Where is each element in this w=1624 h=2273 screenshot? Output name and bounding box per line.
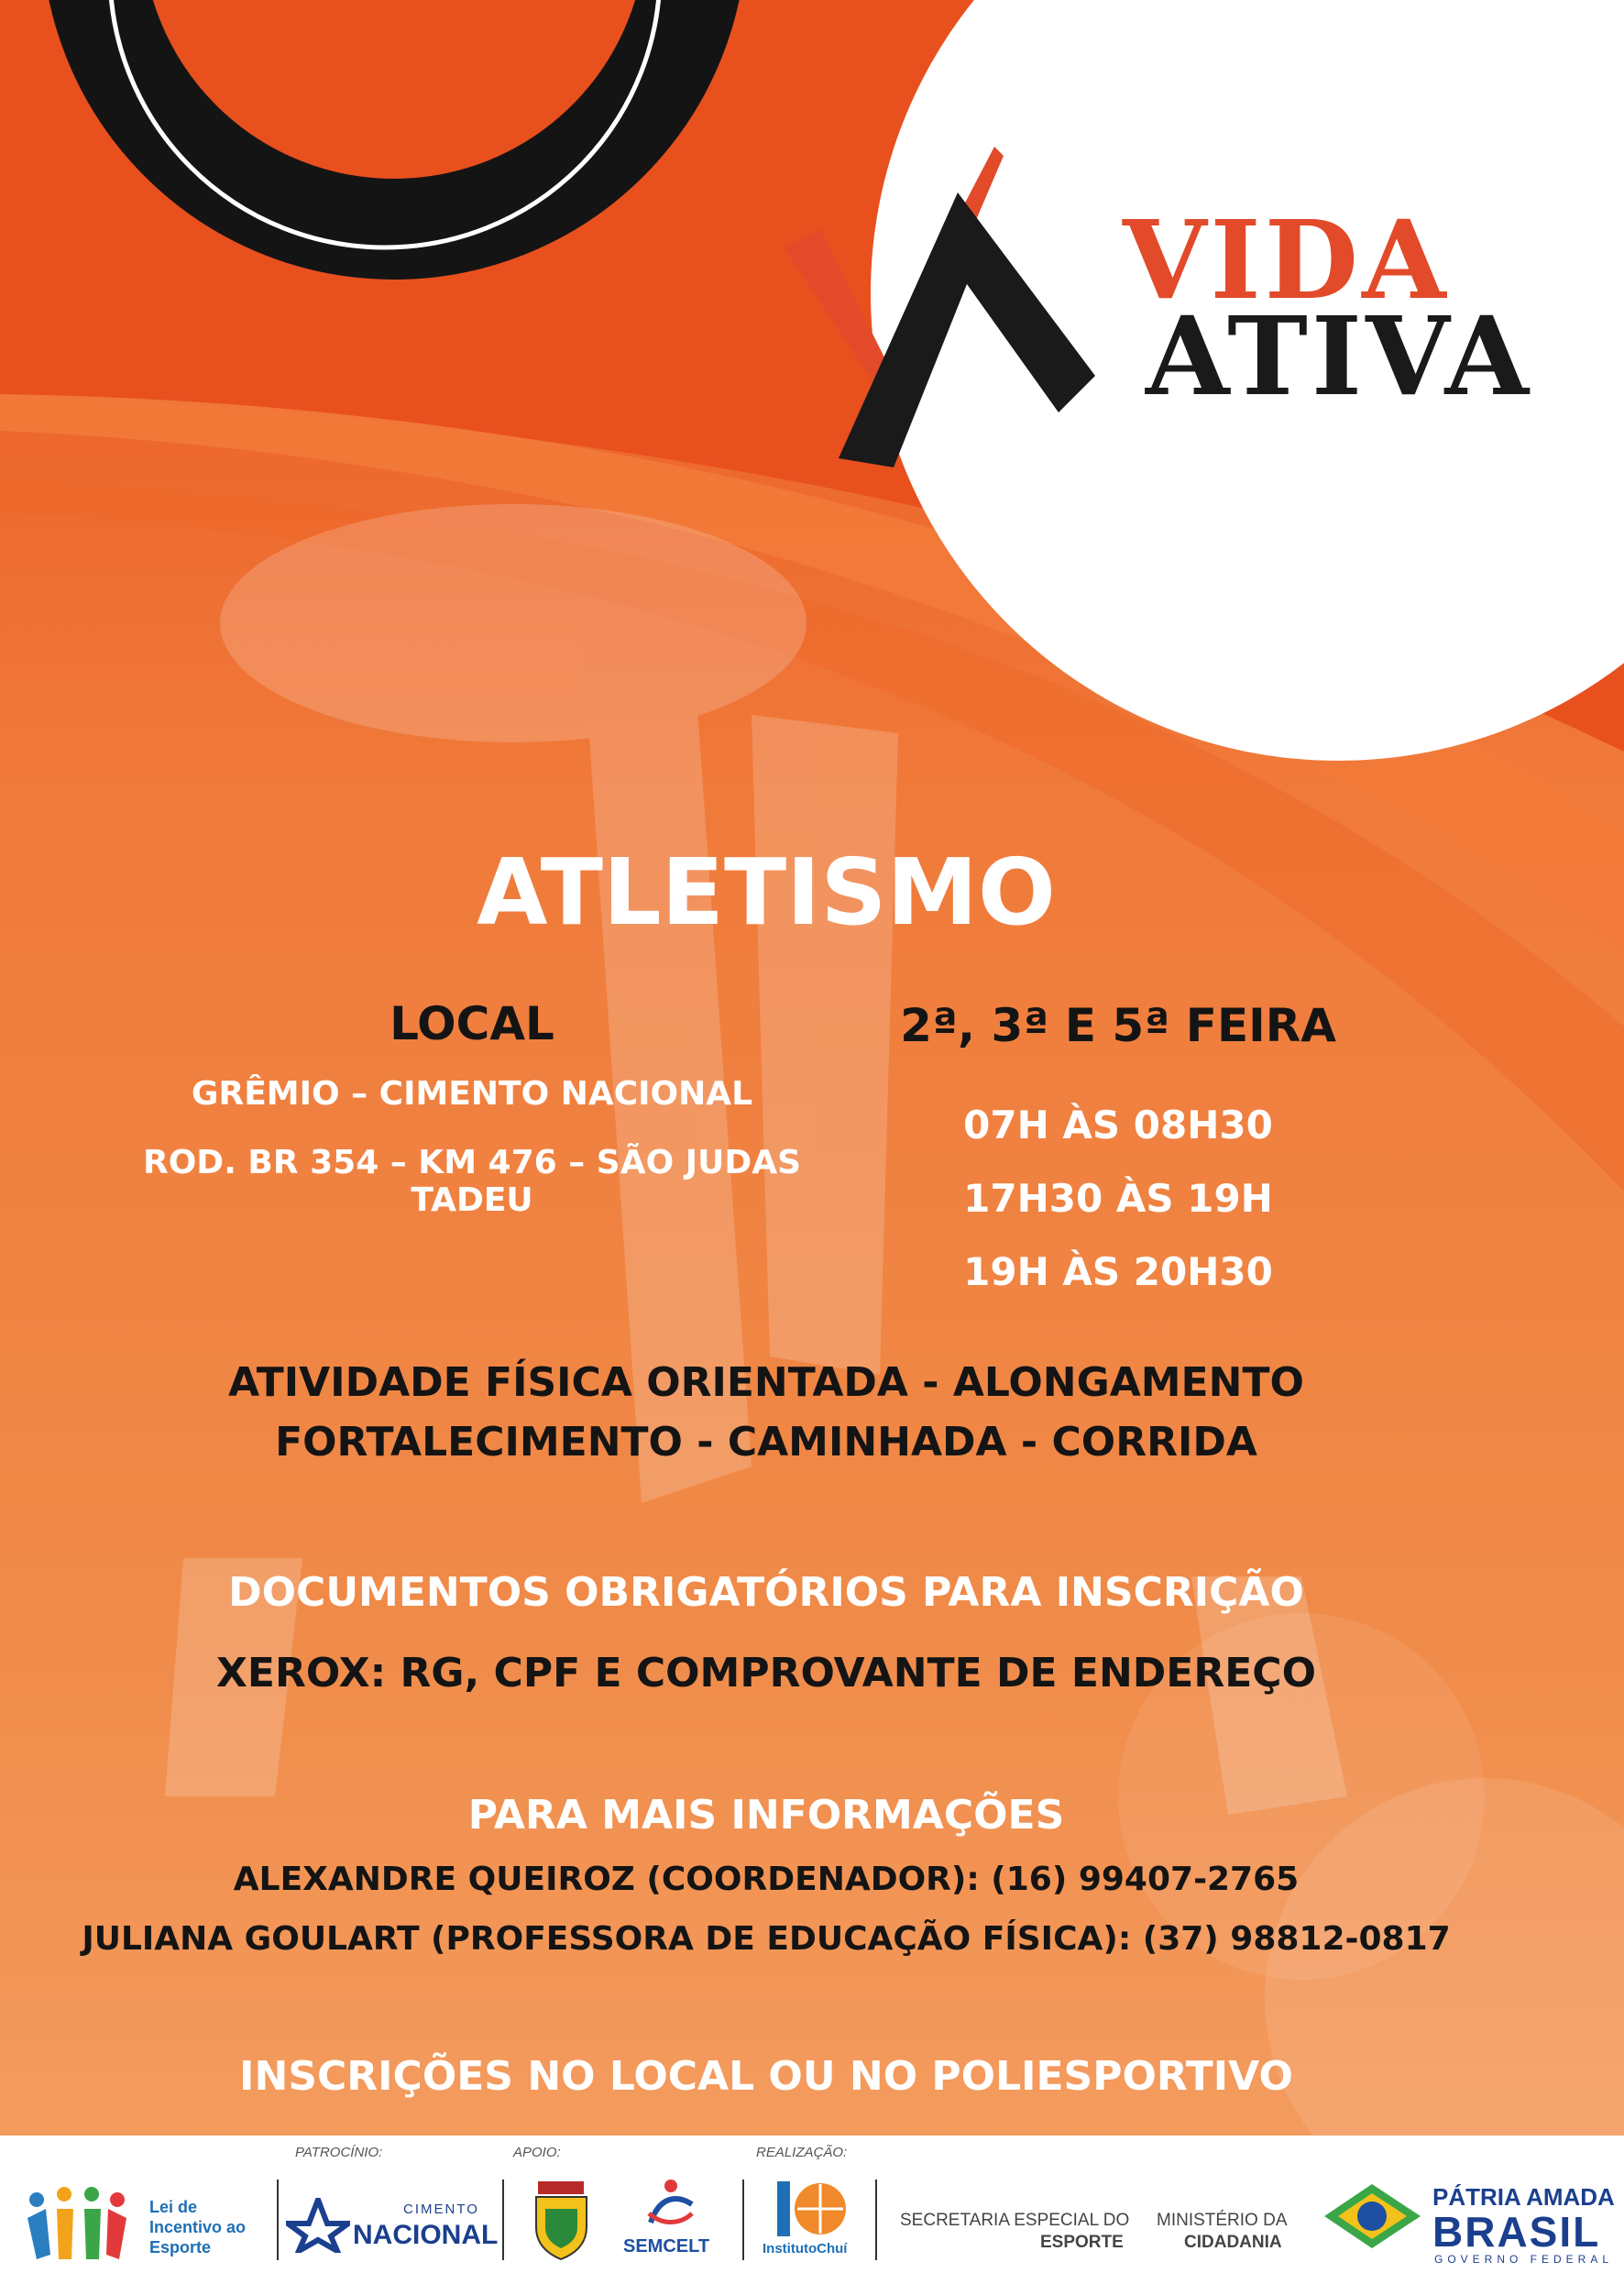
- footer-divider-2: [502, 2180, 504, 2260]
- support-label: APOIO:: [513, 2145, 561, 2160]
- vida-ativa-logo-mark: [784, 147, 1104, 477]
- brasil-flag-icon: [1320, 2180, 1425, 2253]
- patria-line-1: PÁTRIA AMADA: [1432, 2183, 1615, 2211]
- secretaria-line-1: SECRETARIA ESPECIAL DO: [900, 2211, 1130, 2230]
- lei-incentivo-line-3: Esporte: [149, 2238, 212, 2257]
- lei-incentivo-line-2: Incentivo ao: [149, 2218, 247, 2236]
- schedule-time-1: 07H ÀS 08H30: [963, 1103, 1273, 1147]
- cimento-nacional-star-icon: [286, 2198, 350, 2253]
- realization-label: REALIZAÇÃO:: [756, 2145, 848, 2160]
- secretaria-line-2: ESPORTE: [1040, 2233, 1124, 2252]
- documents-heading: DOCUMENTOS OBRIGATÓRIOS PARA INSCRIÇÃO: [228, 1569, 1304, 1616]
- sponsors-footer: [0, 2136, 1624, 2273]
- lei-incentivo-line-1: Lei de: [149, 2198, 198, 2216]
- schedule-time-2: 17H30 ÀS 19H: [963, 1176, 1273, 1221]
- info-heading: PARA MAIS INFORMAÇÕES: [467, 1792, 1065, 1839]
- contact-coordinator: ALEXANDRE QUEIROZ (COORDENADOR): (16) 99407-2765: [233, 1861, 1300, 1898]
- page-title: ATLETISMO: [477, 839, 1056, 946]
- documents-list: XEROX: RG, CPF E COMPROVANTE DE ENDEREÇO: [215, 1650, 1316, 1697]
- local-address: ROD. BR 354 – KM 476 – SÃO JUDAS TADEU: [142, 1144, 801, 1219]
- semcelt-label: SEMCELT: [623, 2236, 710, 2257]
- patria-line-2: BRASIL: [1432, 2208, 1601, 2256]
- ministerio-line-1: MINISTÉRIO DA: [1157, 2211, 1288, 2230]
- local-place: GRÊMIO – CIMENTO NACIONAL: [191, 1075, 753, 1113]
- schedule-time-3: 19H ÀS 20H30: [963, 1249, 1273, 1294]
- municipal-coat-of-arms-icon: [527, 2177, 596, 2264]
- instituto-chui-logo-icon: [770, 2177, 852, 2241]
- cimento-big-label: NACIONAL: [353, 2220, 499, 2250]
- footer-divider-4: [875, 2180, 877, 2260]
- activities-line-1: ATIVIDADE FÍSICA ORIENTADA - ALONGAMENTO: [228, 1359, 1304, 1406]
- semcelt-logo-icon: [642, 2177, 697, 2232]
- logo-text-ativa: ATIVA: [1146, 292, 1533, 420]
- sponsor-label: PATROCÍNIO:: [295, 2145, 383, 2160]
- instituto-chui-label: InstitutoChuí: [763, 2241, 848, 2257]
- contact-teacher: JULIANA GOULART (PROFESSORA DE EDUCAÇÃO FÍSICA): (37) 98812-0817: [82, 1920, 1451, 1958]
- patria-line-3: GOVERNO FEDERAL: [1434, 2253, 1614, 2266]
- activities-line-2: FORTALECIMENTO - CAMINHADA - CORRIDA: [275, 1419, 1257, 1466]
- logo-text-vida: VIDA: [1123, 196, 1450, 324]
- footer-divider-1: [277, 2180, 279, 2260]
- ministerio-line-2: CIDADANIA: [1184, 2233, 1282, 2252]
- local-heading: LOCAL: [390, 997, 554, 1050]
- lei-incentivo-logo-icon: [18, 2181, 133, 2264]
- footer-divider-3: [742, 2180, 744, 2260]
- registration-note: INSCRIÇÕES NO LOCAL OU NO POLIESPORTIVO: [239, 2053, 1293, 2100]
- cimento-small-label: CIMENTO: [403, 2202, 479, 2217]
- schedule-days: 2ª, 3ª E 5ª FEIRA: [900, 999, 1336, 1052]
